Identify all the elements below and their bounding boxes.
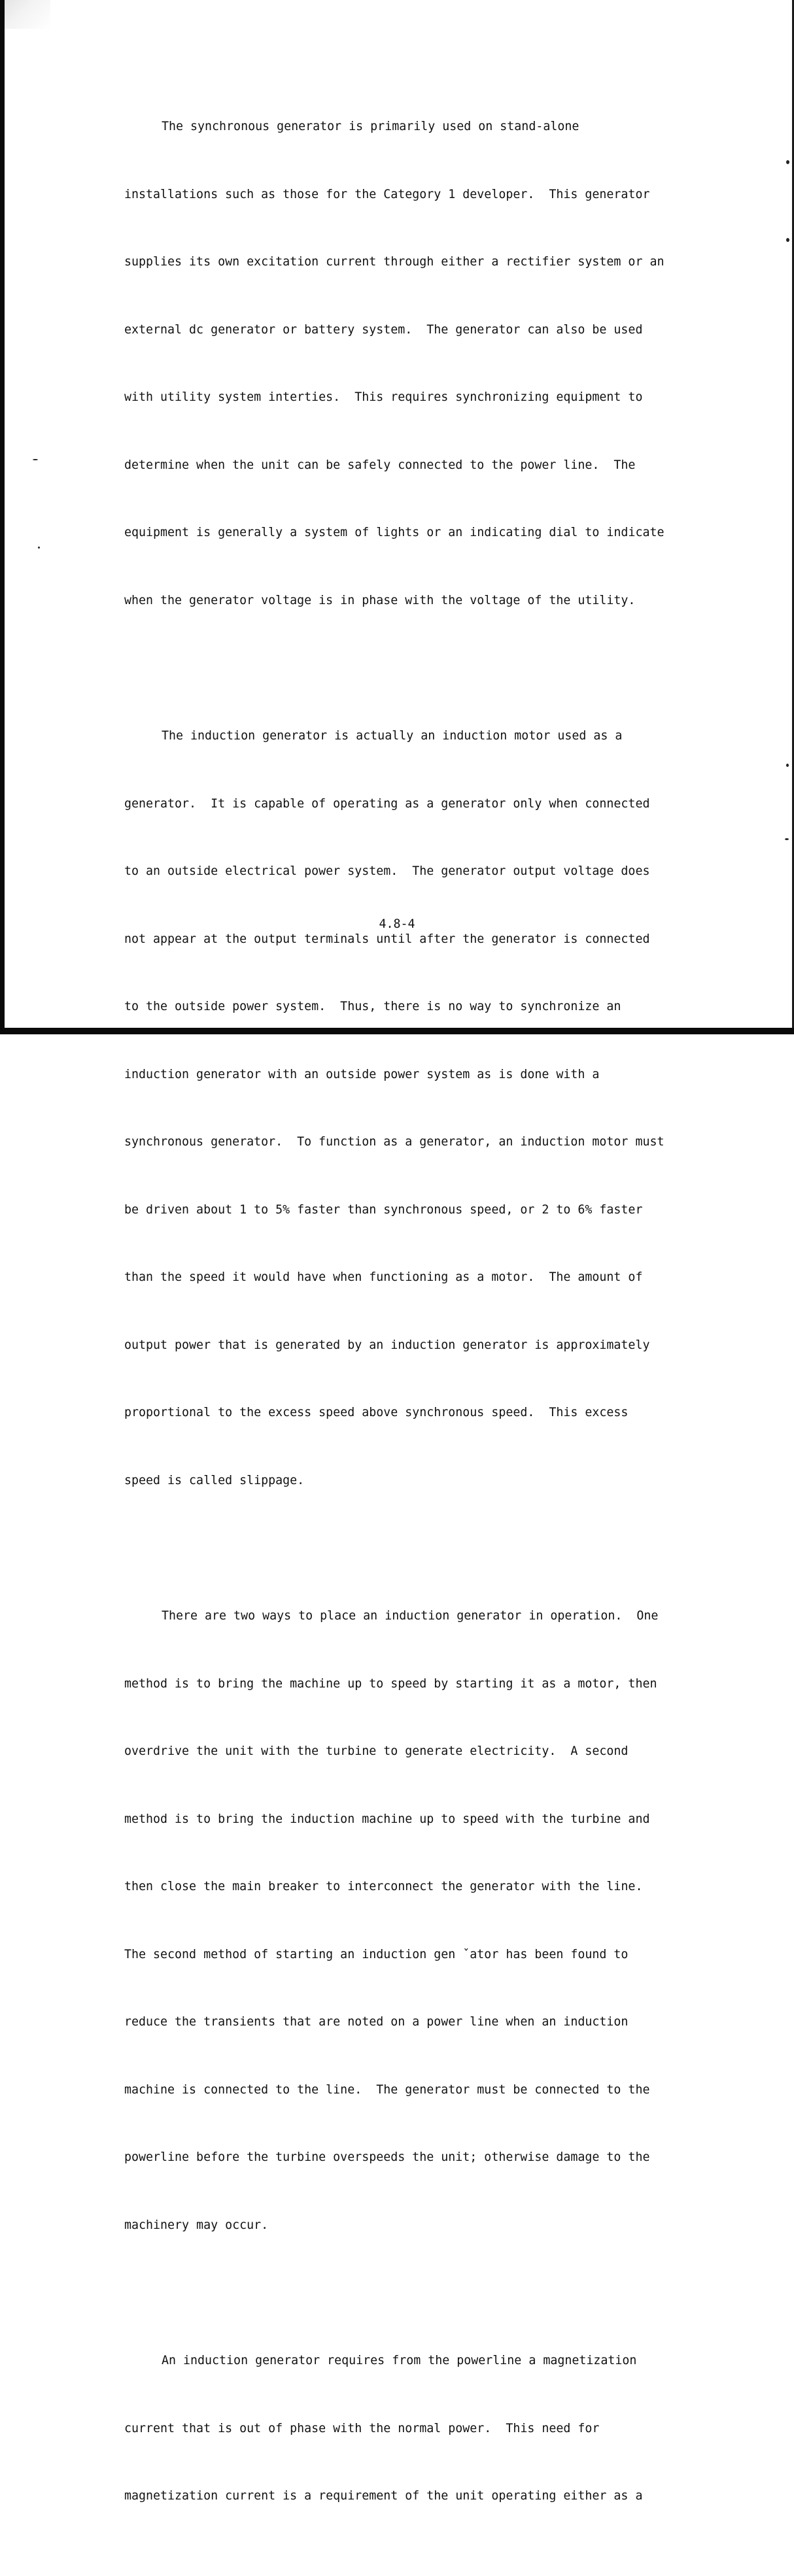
text-line: overdrive the unit with the turbine to generate electricity. A second — [124, 1744, 629, 1758]
scan-speck — [785, 838, 789, 840]
text-line: An induction generator requires from the powerline a magnetization — [162, 2354, 637, 2367]
text-line: method is to bring the machine up to speed by starting it as a motor, then — [124, 1676, 657, 1691]
document-page — [124, 71, 693, 2576]
text-line: determine when the unit can be safely connected to the power line. The — [124, 458, 636, 472]
scan-speck — [786, 238, 789, 242]
text-line: There are two ways to place an induction generator in operation. One — [162, 1609, 659, 1623]
text-line: current that is out of phase with the normal power. This need for — [124, 2421, 600, 2435]
page-number: 4.8-4 — [379, 917, 415, 931]
scan-speck — [786, 160, 789, 164]
text-line: then close the main breaker to interconnect the generator with the line. — [124, 1880, 643, 1893]
text-line: reduce the transients that are noted on a power line when an induction — [124, 2015, 629, 2029]
text-line: with utility system interties. This requires synchronizing equipment to — [124, 390, 643, 404]
scan-speck — [786, 764, 789, 767]
text-line: The second method of starting an induction gen ˇator has been found to — [124, 1947, 629, 1961]
text-line: machinery may occur. — [124, 2218, 269, 2232]
scan-speck — [38, 547, 40, 549]
text-line: generator. It is capable of operating as a generator only when connected — [124, 796, 650, 811]
text-line: induction generator with an outside power system as is done with a — [124, 1067, 600, 1081]
text-line: equipment is generally a system of lights or an indicating dial to indicate — [124, 526, 665, 539]
text-line: be driven about 1 to 5% faster than synchronous speed, or 2 to 6% faster — [124, 1202, 643, 1217]
paragraph-magnetization-current — [124, 2305, 693, 2553]
text-line: The induction generator is actually an induction motor used as a — [162, 729, 623, 743]
text-line: supplies its own excitation current through either a rectifier system or an — [124, 255, 665, 269]
text-line: magnetization current is a requirement of the unit operating either as a — [124, 2489, 643, 2503]
text-line: output power that is generated by an induction generator is approximately — [124, 1338, 650, 1352]
scan-speck — [33, 459, 38, 460]
text-line: powerline before the turbine overspeeds the unit; otherwise damage to the — [124, 2150, 650, 2164]
text-line: to the outside power system. Thus, there is no way to synchronize an — [124, 1000, 621, 1013]
paragraph-synchronous-generator — [124, 71, 693, 657]
text-line: method is to bring the induction machine up to speed with the turbine and — [124, 1812, 650, 1826]
text-line: than the speed it would have when functioning as a motor. The amount of — [124, 1270, 643, 1284]
paragraph-operation-methods — [124, 1560, 693, 2282]
scan-border-left — [0, 0, 5, 1034]
text-line: installations such as those for the Category 1 developer. This generator — [124, 187, 650, 201]
text-line: The synchronous generator is primarily used on stand-alone — [162, 120, 579, 133]
text-line: to an outside electrical power system. The generator output voltage does — [124, 864, 650, 878]
text-line: speed is called slippage. — [124, 1473, 305, 1487]
text-line: external dc generator or battery system. The generator can also be used — [124, 322, 643, 337]
paragraph-induction-generator — [124, 680, 693, 1537]
text-line: machine is connected to the line. The generator must be connected to the — [124, 2082, 650, 2097]
text-line: proportional to the excess speed above synchronous speed. This excess — [124, 1406, 629, 1419]
text-line: not appear at the output terminals until after the generator is connected — [124, 932, 650, 946]
scan-artifact-corner — [5, 0, 50, 29]
text-line: synchronous generator. To function as a generator, an induction motor must — [124, 1135, 665, 1149]
text-line: when the generator voltage is in phase with the voltage of the utility. — [124, 593, 636, 607]
